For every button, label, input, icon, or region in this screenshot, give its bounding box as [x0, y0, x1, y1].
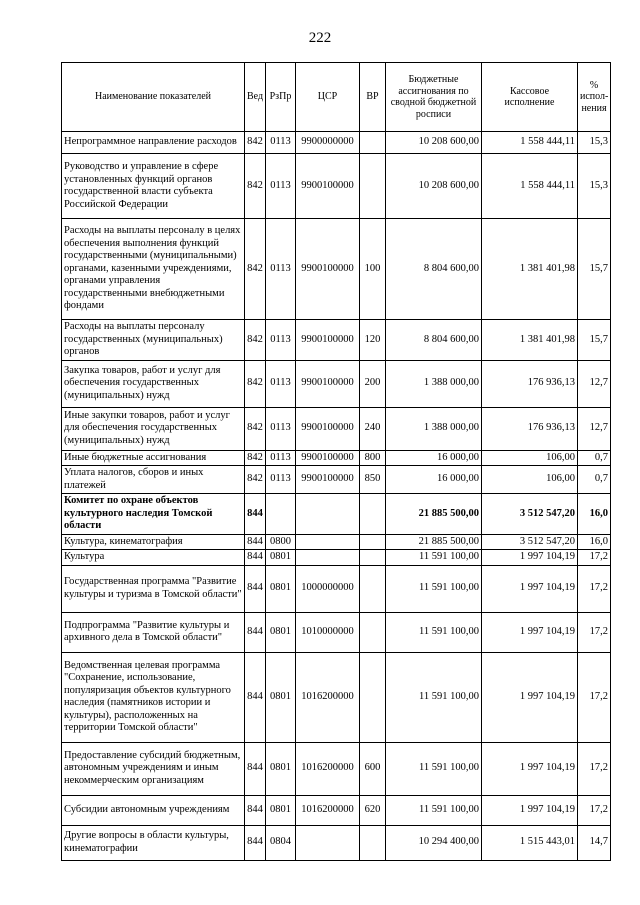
row-vr: 600 — [360, 742, 386, 795]
header-ved: Вед — [245, 63, 266, 132]
row-cash: 106,00 — [482, 466, 578, 494]
row-budget: 11 591 100,00 — [386, 742, 482, 795]
row-pct: 15,3 — [578, 132, 611, 154]
row-cash: 1 558 444,11 — [482, 154, 578, 219]
row-rzpr: 0113 — [266, 219, 296, 320]
row-name: Подпрограмма "Развитие культуры и архивного дела в Томской области" — [62, 612, 245, 652]
table-row — [62, 612, 611, 652]
header-pct: % испол-нения — [578, 63, 611, 132]
table-header-row — [62, 63, 611, 132]
row-budget: 11 591 100,00 — [386, 565, 482, 612]
row-rzpr: 0113 — [266, 132, 296, 154]
row-vr: 620 — [360, 795, 386, 825]
row-cash: 1 381 401,98 — [482, 320, 578, 361]
row-ved: 842 — [245, 466, 266, 494]
row-pct: 17,2 — [578, 612, 611, 652]
row-cash: 1 997 104,19 — [482, 795, 578, 825]
row-ved: 842 — [245, 219, 266, 320]
row-ved: 844 — [245, 795, 266, 825]
row-name: Предоставление субсидий бюджетным, автономным учреждениям и иным некоммерческим организациям — [62, 742, 245, 795]
row-cash: 3 512 547,20 — [482, 494, 578, 535]
header-budget: Бюджетные ассигнования по сводной бюджетной росписи — [386, 63, 482, 132]
row-vr — [360, 652, 386, 742]
row-pct: 17,2 — [578, 550, 611, 566]
row-cash: 1 515 443,01 — [482, 825, 578, 860]
row-name: Иные бюджетные ассигнования — [62, 450, 245, 466]
table-row — [62, 742, 611, 795]
row-rzpr: 0801 — [266, 795, 296, 825]
row-rzpr: 0801 — [266, 742, 296, 795]
row-ved: 844 — [245, 742, 266, 795]
row-csr — [296, 550, 360, 566]
table-row — [62, 320, 611, 361]
row-cash: 1 997 104,19 — [482, 612, 578, 652]
row-csr: 9900100000 — [296, 219, 360, 320]
row-pct: 16,0 — [578, 534, 611, 550]
row-cash: 3 512 547,20 — [482, 534, 578, 550]
row-rzpr: 0113 — [266, 450, 296, 466]
row-vr: 200 — [360, 360, 386, 407]
row-ved: 842 — [245, 360, 266, 407]
row-name: Расходы на выплаты персоналу государственных (муниципальных) органов — [62, 320, 245, 361]
row-vr — [360, 565, 386, 612]
row-name: Руководство и управление в сфере установленных функций органов государственной власти субъекта Российской Федерации — [62, 154, 245, 219]
row-csr: 1010000000 — [296, 612, 360, 652]
row-name: Уплата налогов, сборов и иных платежей — [62, 466, 245, 494]
row-budget: 16 000,00 — [386, 450, 482, 466]
table-row — [62, 795, 611, 825]
row-pct: 0,7 — [578, 466, 611, 494]
table-row — [62, 407, 611, 450]
row-name: Культура, кинематография — [62, 534, 245, 550]
row-pct: 12,7 — [578, 360, 611, 407]
row-csr: 1016200000 — [296, 795, 360, 825]
row-pct: 15,7 — [578, 219, 611, 320]
row-cash: 176 936,13 — [482, 407, 578, 450]
row-name: Расходы на выплаты персоналу в целях обеспечения выполнения функций государственными (муниципальными) органами, казенными учреждениями, органами управления государственными внебюджетными фондами — [62, 219, 245, 320]
row-pct: 12,7 — [578, 407, 611, 450]
row-rzpr: 0113 — [266, 154, 296, 219]
header-cash: Кассовое исполнение — [482, 63, 578, 132]
row-pct: 16,0 — [578, 494, 611, 535]
row-vr — [360, 132, 386, 154]
header-csr: ЦСР — [296, 63, 360, 132]
row-rzpr: 0801 — [266, 550, 296, 566]
header-name: Наименование показателей — [62, 63, 245, 132]
row-budget: 1 388 000,00 — [386, 407, 482, 450]
row-ved: 844 — [245, 534, 266, 550]
row-pct: 17,2 — [578, 652, 611, 742]
row-budget: 1 388 000,00 — [386, 360, 482, 407]
row-csr: 9900100000 — [296, 154, 360, 219]
row-ved: 844 — [245, 494, 266, 535]
row-budget: 11 591 100,00 — [386, 652, 482, 742]
header-vr: ВР — [360, 63, 386, 132]
row-budget: 21 885 500,00 — [386, 534, 482, 550]
row-budget: 16 000,00 — [386, 466, 482, 494]
row-rzpr: 0113 — [266, 466, 296, 494]
row-csr: 9900100000 — [296, 407, 360, 450]
row-csr: 9900100000 — [296, 320, 360, 361]
row-csr: 9900100000 — [296, 466, 360, 494]
row-budget: 8 804 600,00 — [386, 320, 482, 361]
row-vr: 240 — [360, 407, 386, 450]
row-ved: 844 — [245, 612, 266, 652]
row-ved: 842 — [245, 407, 266, 450]
row-rzpr: 0113 — [266, 407, 296, 450]
row-name: Ведомственная целевая программа "Сохранение, использование, популяризация объектов культурного наследия (памятников истории и культуры), расположенных на территории Томской области" — [62, 652, 245, 742]
table-row — [62, 154, 611, 219]
row-name: Закупка товаров, работ и услуг для обеспечения государственных (муниципальных) нужд — [62, 360, 245, 407]
row-name: Другие вопросы в области культуры, кинематографии — [62, 825, 245, 860]
row-csr: 9900100000 — [296, 360, 360, 407]
row-budget: 10 208 600,00 — [386, 154, 482, 219]
row-vr: 120 — [360, 320, 386, 361]
row-ved: 844 — [245, 652, 266, 742]
row-csr: 1000000000 — [296, 565, 360, 612]
table-row — [62, 825, 611, 860]
row-pct: 15,7 — [578, 320, 611, 361]
row-rzpr — [266, 494, 296, 535]
header-rzpr: РзПр — [266, 63, 296, 132]
row-cash: 1 997 104,19 — [482, 742, 578, 795]
table-row — [62, 534, 611, 550]
row-budget: 11 591 100,00 — [386, 550, 482, 566]
row-rzpr: 0801 — [266, 565, 296, 612]
row-pct: 15,3 — [578, 154, 611, 219]
row-pct: 17,2 — [578, 795, 611, 825]
row-vr — [360, 154, 386, 219]
row-ved: 842 — [245, 450, 266, 466]
row-csr — [296, 494, 360, 535]
row-cash: 1 997 104,19 — [482, 550, 578, 566]
row-cash: 1 997 104,19 — [482, 565, 578, 612]
row-vr — [360, 534, 386, 550]
row-rzpr: 0113 — [266, 320, 296, 361]
table-row — [62, 466, 611, 494]
table-row — [62, 550, 611, 566]
row-cash: 1 558 444,11 — [482, 132, 578, 154]
table-row — [62, 494, 611, 535]
row-budget: 11 591 100,00 — [386, 612, 482, 652]
row-rzpr: 0801 — [266, 652, 296, 742]
row-name: Иные закупки товаров, работ и услуг для обеспечения государственных (муниципальных) нужд — [62, 407, 245, 450]
row-vr: 100 — [360, 219, 386, 320]
row-pct: 17,2 — [578, 742, 611, 795]
row-rzpr: 0801 — [266, 612, 296, 652]
row-name: Культура — [62, 550, 245, 566]
row-ved: 842 — [245, 132, 266, 154]
table-row — [62, 360, 611, 407]
row-budget: 11 591 100,00 — [386, 795, 482, 825]
row-csr: 9900100000 — [296, 450, 360, 466]
row-name: Комитет по охране объектов культурного наследия Томской области — [62, 494, 245, 535]
page-number: 222 — [308, 30, 332, 46]
row-csr — [296, 534, 360, 550]
row-ved: 842 — [245, 320, 266, 361]
row-pct: 0,7 — [578, 450, 611, 466]
row-ved: 844 — [245, 550, 266, 566]
row-csr: 9900000000 — [296, 132, 360, 154]
row-vr — [360, 612, 386, 652]
row-vr: 850 — [360, 466, 386, 494]
row-cash: 1 381 401,98 — [482, 219, 578, 320]
row-vr — [360, 550, 386, 566]
row-csr — [296, 825, 360, 860]
row-ved: 842 — [245, 154, 266, 219]
row-cash: 176 936,13 — [482, 360, 578, 407]
row-budget: 21 885 500,00 — [386, 494, 482, 535]
row-budget: 10 294 400,00 — [386, 825, 482, 860]
row-rzpr: 0113 — [266, 360, 296, 407]
row-budget: 8 804 600,00 — [386, 219, 482, 320]
row-csr: 1016200000 — [296, 652, 360, 742]
row-pct: 17,2 — [578, 565, 611, 612]
row-vr — [360, 825, 386, 860]
row-cash: 1 997 104,19 — [482, 652, 578, 742]
row-name: Государственная программа "Развитие культуры и туризма в Томской области" — [62, 565, 245, 612]
table-row — [62, 652, 611, 742]
row-cash: 106,00 — [482, 450, 578, 466]
row-vr: 800 — [360, 450, 386, 466]
row-pct: 14,7 — [578, 825, 611, 860]
row-name: Субсидии автономным учреждениям — [62, 795, 245, 825]
row-vr — [360, 494, 386, 535]
row-name: Непрограммное направление расходов — [62, 132, 245, 154]
row-rzpr: 0800 — [266, 534, 296, 550]
row-ved: 844 — [245, 565, 266, 612]
row-csr: 1016200000 — [296, 742, 360, 795]
budget-table — [61, 62, 611, 861]
row-rzpr: 0804 — [266, 825, 296, 860]
table-row — [62, 132, 611, 154]
row-ved: 844 — [245, 825, 266, 860]
table-row — [62, 565, 611, 612]
row-budget: 10 208 600,00 — [386, 132, 482, 154]
table-row — [62, 219, 611, 320]
table-row — [62, 450, 611, 466]
